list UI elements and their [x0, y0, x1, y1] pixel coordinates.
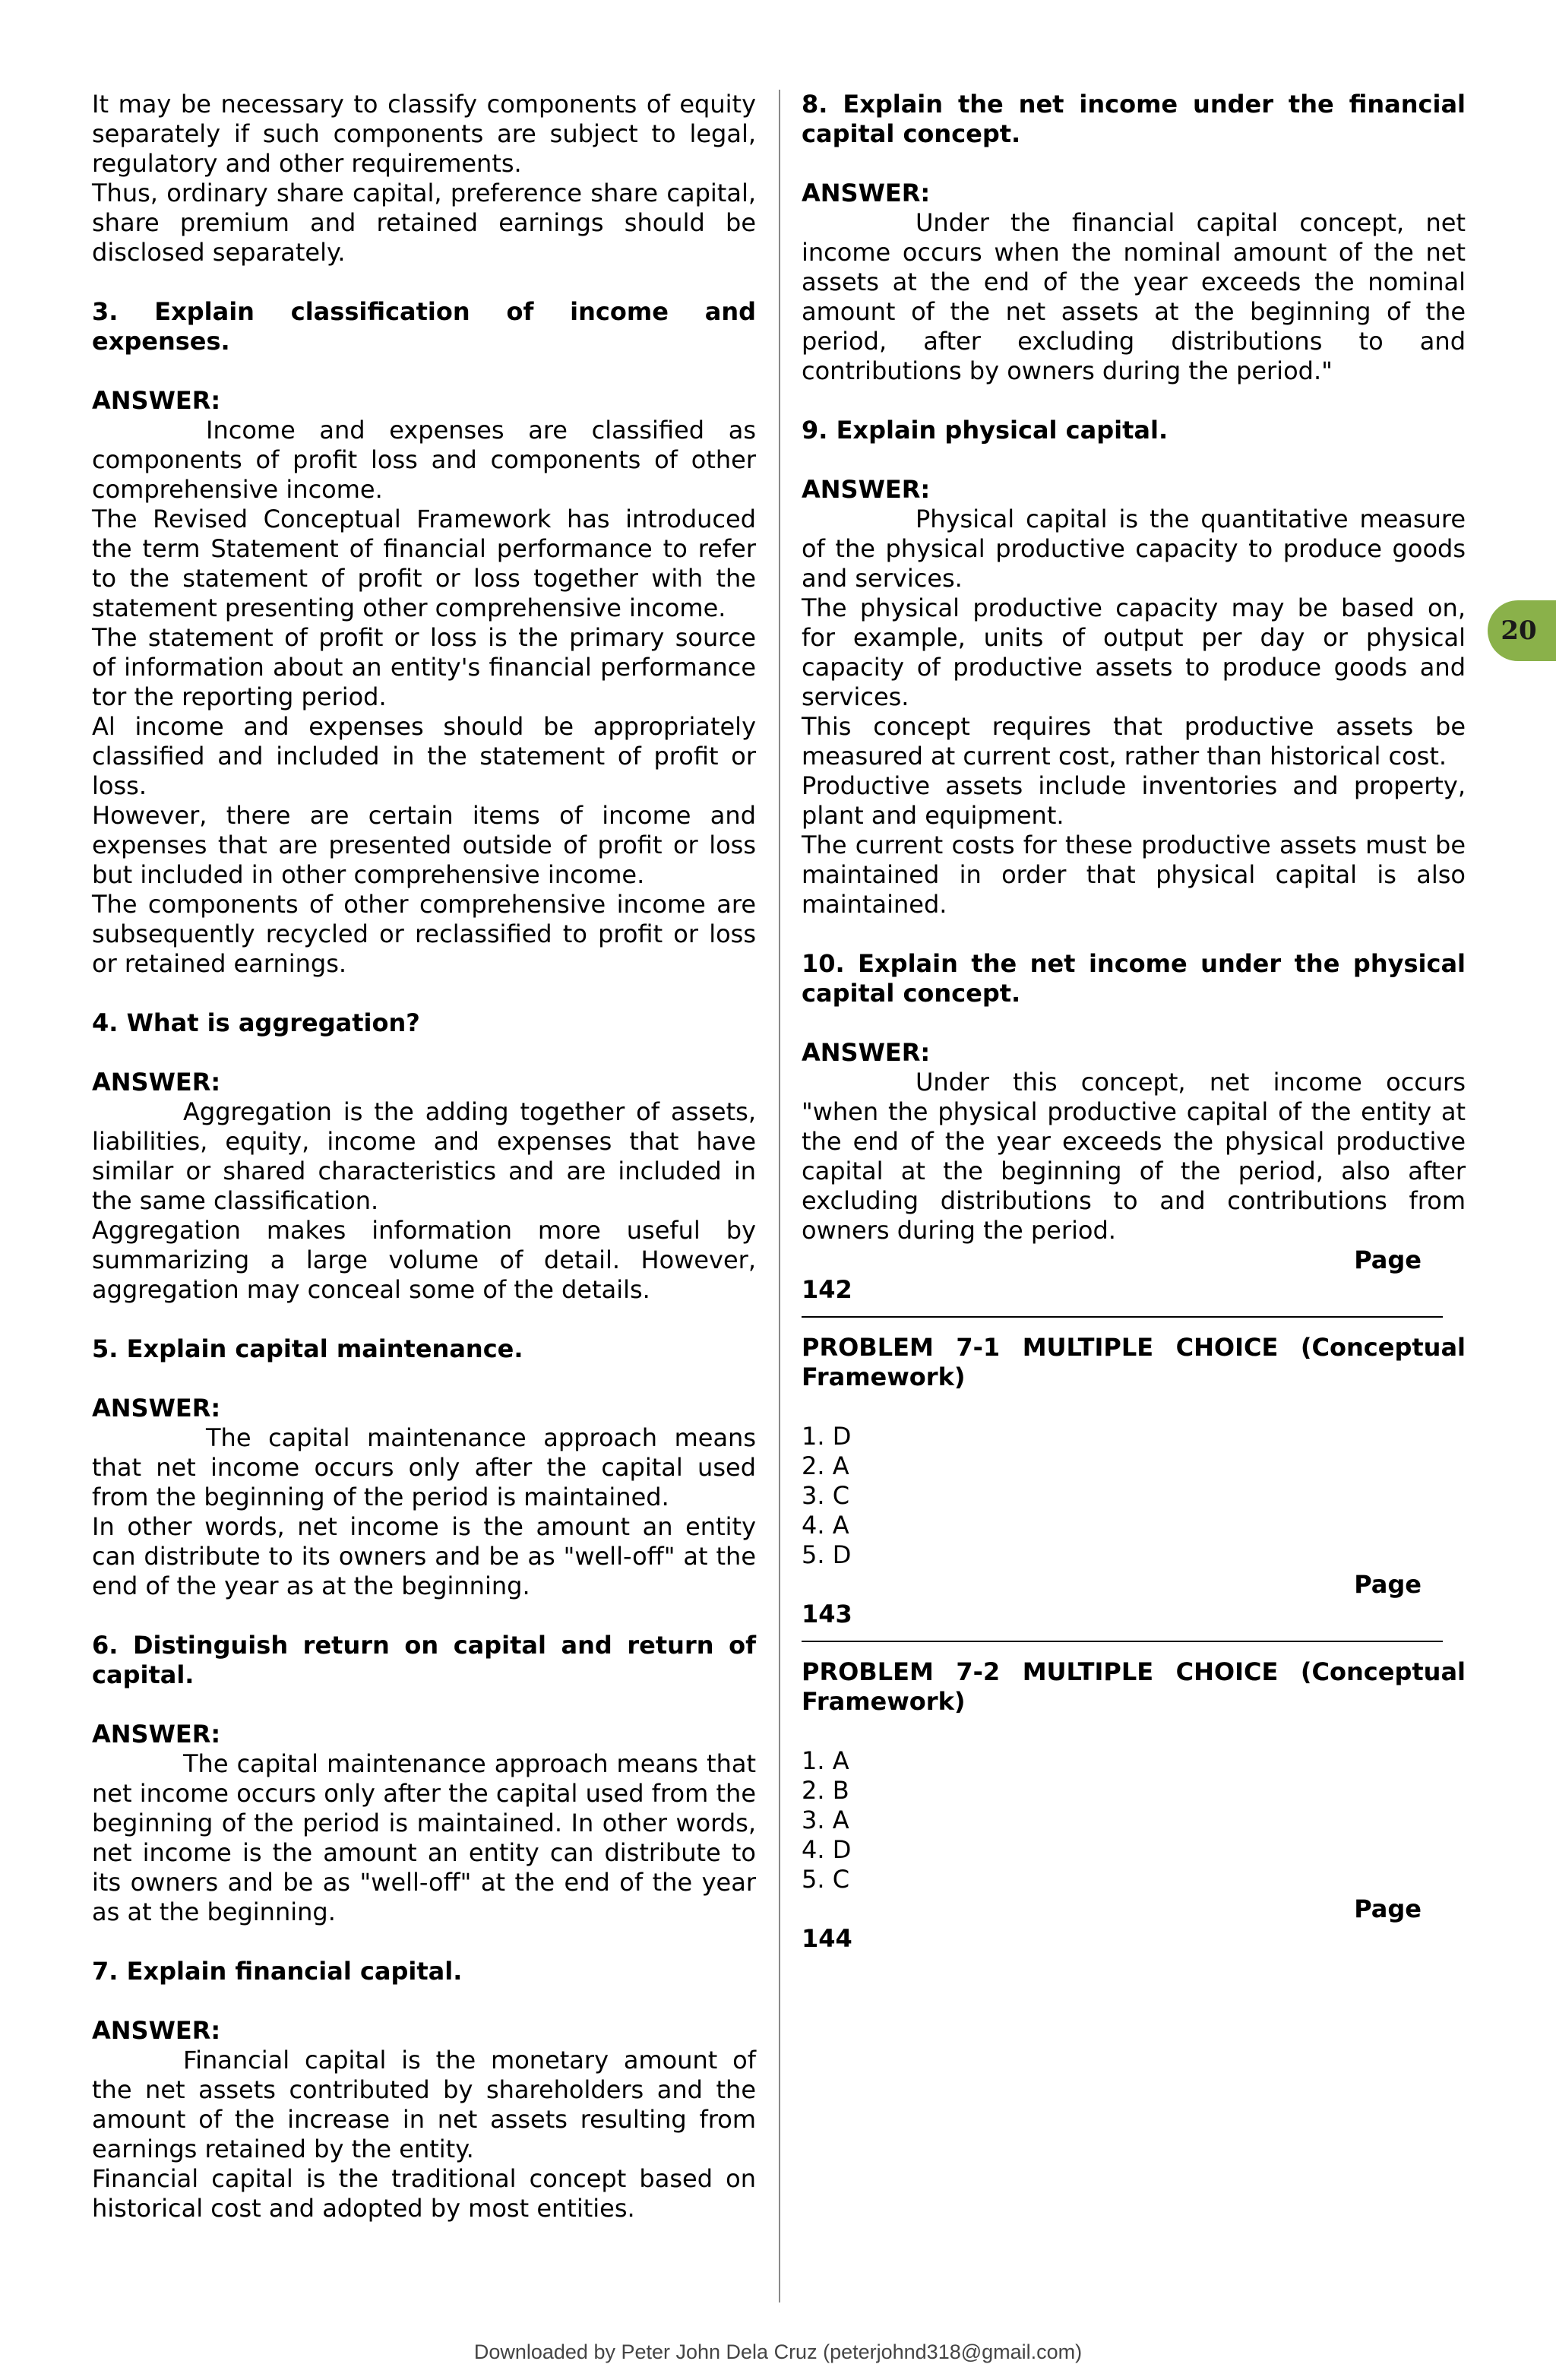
answer-paragraph: Financial capital is the monetary amount of the net assets contributed by shareholders and the amount of the increase in net assets resulting from earnings retained by the entity.	[92, 2046, 756, 2163]
answer-paragraph: Financial capital is the traditional concept based on historical cost and adopted by most entities.	[92, 2164, 756, 2223]
list-item: 4. A	[802, 1511, 849, 1540]
answer-paragraph: Under this concept, net income occurs "when the physical productive capital of the entity at the end of the year exceeds the physical productive capital at the beginning of the period, also after excluding distributions to and contributions from owners during the period.	[802, 1068, 1466, 1245]
list-item: 1. D	[802, 1422, 852, 1451]
page-number-143: 143	[802, 1600, 852, 1628]
question-5: 5. Explain capital maintenance.	[92, 1334, 523, 1363]
page-label: Page	[1354, 1570, 1422, 1599]
list-item: 5. C	[802, 1865, 850, 1894]
answer-paragraph: The current costs for these productive assets must be maintained in order that physical capital is also maintained.	[802, 831, 1466, 919]
answer-paragraph: Income and expenses are classified as components of profit loss and components of other comprehensive income.	[92, 416, 756, 504]
answer-label: ANSWER:	[92, 1068, 221, 1097]
answer-paragraph: Physical capital is the quantitative measure of the physical productive capacity to produce goods and services.	[802, 505, 1466, 593]
problem-7-2-title: PROBLEM 7-2 MULTIPLE CHOICE (Conceptual Framework)	[802, 1657, 1466, 1716]
answer-label: ANSWER:	[802, 475, 931, 504]
answer-paragraph: Productive assets include inventories and property, plant and equipment.	[802, 771, 1466, 830]
page-label: Page	[1354, 1894, 1422, 1923]
answer-list	[802, 1422, 1466, 1570]
column-divider	[779, 90, 780, 2302]
question-7: 7. Explain financial capital.	[92, 1957, 463, 1986]
list-item: 4. D	[802, 1835, 852, 1864]
badge-number: 20	[1501, 616, 1537, 646]
answer-paragraph: The statement of profit or loss is the primary source of information about an entity's financial performance tor the reporting period.	[92, 623, 756, 711]
answer-paragraph: The capital maintenance approach means that net income occurs only after the capital used from the beginning of the period is maintained.	[92, 1423, 756, 1511]
list-item: 1. A	[802, 1746, 849, 1775]
question-4: 4. What is aggregation?	[92, 1008, 420, 1037]
list-item: 2. A	[802, 1451, 849, 1480]
list-item: 5. D	[802, 1540, 852, 1569]
page-number-142: 142	[802, 1275, 852, 1304]
answer-paragraph: This concept requires that productive assets be measured at current cost, rather than historical cost.	[802, 712, 1466, 771]
answer-paragraph: The physical productive capacity may be based on, for example, units of output per day or physical capacity of productive assets to produce goods and services.	[802, 593, 1466, 711]
question-8: 8. Explain the net income under the financial capital concept.	[802, 90, 1466, 148]
answer-paragraph: The capital maintenance approach means that net income occurs only after the capital used from the beginning of the period is maintained. In other words, net income is the amount an entity can distribute to its owners and be as "well-off" at the end of the year as at the beginning.	[92, 1749, 756, 1926]
answer-label: ANSWER:	[802, 179, 931, 207]
question-9: 9. Explain physical capital.	[802, 416, 1169, 445]
download-footer: Downloaded by Peter John Dela Cruz (peterjohnd318@gmail.com)	[473, 2340, 1083, 2363]
section-rule	[802, 1641, 1443, 1642]
answer-label: ANSWER:	[92, 1720, 221, 1749]
answer-paragraph: The components of other comprehensive income are subsequently recycled or reclassified to profit or loss or retained earnings.	[92, 890, 756, 978]
answer-list	[802, 1746, 1466, 1894]
intro-paragraph: Thus, ordinary share capital, preference share capital, share premium and retained earnings should be disclosed separately.	[92, 179, 756, 267]
list-item: 3. C	[802, 1481, 850, 1510]
question-3: 3. Explain classification of income and expenses.	[92, 297, 756, 356]
question-10: 10. Explain the net income under the physical capital concept.	[802, 949, 1466, 1008]
section-rule	[802, 1316, 1443, 1318]
answer-paragraph: Under the financial capital concept, net income occurs when the nominal amount of the net assets at the end of the year exceeds the nominal amount of the net assets at the beginning of the period, after excluding distributions to and contributions by owners during the period."	[802, 208, 1466, 385]
answer-label: ANSWER:	[802, 1038, 931, 1067]
answer-paragraph: The Revised Conceptual Framework has introduced the term Statement of financial performance to refer to the statement of profit or loss together with the statement presenting other comprehensive income.	[92, 505, 756, 622]
answer-paragraph: Aggregation makes information more useful by summarizing a large volume of detail. However, aggregation may conceal some of the details.	[92, 1216, 756, 1304]
right-column	[802, 90, 1466, 1954]
answer-label: ANSWER:	[92, 386, 221, 415]
answer-paragraph: In other words, net income is the amount an entity can distribute to its owners and be as "well-off" at the end of the year as at the beginning.	[92, 1512, 756, 1600]
question-6: 6. Distinguish return on capital and return of capital.	[92, 1631, 756, 1689]
answer-paragraph: Aggregation is the adding together of assets, liabilities, equity, income and expenses that have similar or shared characteristics and are included in the same classification.	[92, 1097, 756, 1215]
page-number-144: 144	[802, 1924, 852, 1953]
intro-paragraph: It may be necessary to classify components of equity separately if such components are subject to legal, regulatory and other requirements.	[92, 90, 756, 178]
left-column	[92, 90, 756, 2223]
answer-label: ANSWER:	[92, 2016, 221, 2045]
page-number-badge	[1488, 600, 1556, 661]
list-item: 3. A	[802, 1806, 849, 1834]
answer-label: ANSWER:	[92, 1394, 221, 1423]
answer-paragraph: Al income and expenses should be appropriately classified and included in the statement of profit or loss.	[92, 712, 756, 800]
answer-paragraph: However, there are certain items of income and expenses that are presented outside of profit or loss but included in other comprehensive income.	[92, 801, 756, 889]
page-label: Page	[1354, 1245, 1422, 1274]
list-item: 2. B	[802, 1776, 849, 1805]
problem-7-1-title: PROBLEM 7-1 MULTIPLE CHOICE (Conceptual Framework)	[802, 1333, 1466, 1391]
